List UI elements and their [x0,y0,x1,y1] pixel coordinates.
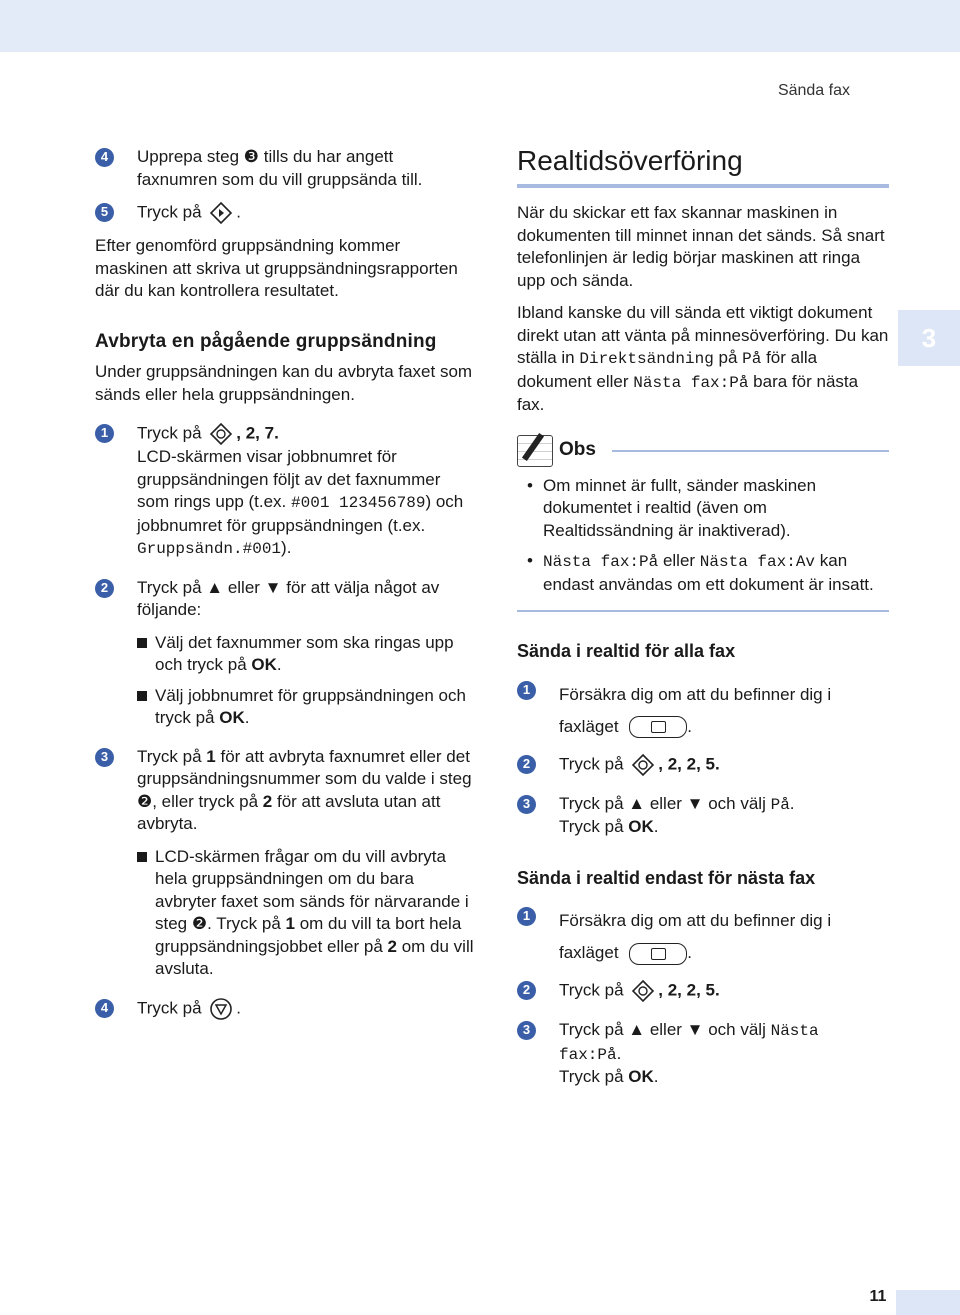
step-label: Försäkra dig om att du befinner dig i faxläget [559,911,832,962]
step-text-2: Tryck på [559,1067,629,1086]
setting-next-fax-on: Nästa fax:På [559,1022,819,1064]
step-end: . [653,1067,659,1086]
step-text [137,422,475,561]
start-key-icon [209,201,233,225]
step-1-next [517,905,889,969]
step-text [137,746,475,981]
step-text-1: Tryck på ▲ eller ▼ och välj [559,793,771,813]
step-instruction: Tryck på ▲ eller ▼ för att välja något av följande: [137,577,440,619]
step-end: . [653,817,659,836]
square-bullet-icon [137,852,147,862]
step-label: Tryck på [137,202,202,222]
para-text: för alla dokument eller [517,348,818,391]
ok-key-label: OK [628,817,654,836]
step-text-1: Tryck på ▲ eller ▼ och välj [559,1020,771,1039]
stop-key-icon [209,997,233,1021]
step-number: 2 [95,579,114,598]
step-end: . [687,716,693,736]
step-text [137,577,475,730]
running-head: Sända fax [777,82,850,99]
key-sequence: , 2, 2, 5. [658,980,720,1000]
lcd-text-1: LCD-skärmen visar jobbnumret för gruppsändningen följt av det faxnummer som rings upp (t.ex. [137,447,441,511]
fax-mode-key-icon [629,716,687,738]
step-text [559,753,889,777]
step-number: 4 [95,999,114,1018]
lcd-example-number: #001 123456789 [291,494,426,512]
step-text [137,201,475,225]
step-text-2: Tryck på [559,817,629,836]
step-label: Försäkra dig om att du befinner dig i faxläget [559,684,832,736]
setting-on: På [742,350,762,368]
step-end: . [236,997,242,1017]
note-text: Om minnet är fullt, sänder maskinen dokumentet i realtid (även om Realtidssändning är inaktiverad). [543,475,817,540]
bullet-dot-icon: • [527,551,533,570]
lcd-question-bullet [137,846,475,981]
setting-direct-send: Direktsändning [579,350,714,368]
step-number: 3 [95,748,114,767]
step-number: 1 [517,907,536,926]
note-rule-bottom [517,610,889,612]
option-bullet [137,685,475,730]
step-text-1: Tryck på [137,746,207,766]
step-text [559,793,889,839]
step-number: 1 [95,424,114,443]
bullet-text: Välj jobbnumret för gruppsändningen och tryck på [155,685,466,727]
step-3-cancel [95,746,475,981]
lcd-text-2: ) och jobbnumret för gruppsändningen (t.ex. [137,492,464,535]
para-text: på [713,348,743,367]
cancel-heading: Avbryta en pågående gruppsändning [95,330,437,352]
bullet-end: om du vill avsluta. [155,936,474,978]
step-text [559,979,889,1003]
step-end: . [616,1043,622,1063]
note-text: eller [658,551,700,570]
option-bullet [137,632,475,677]
menu-key-icon [209,422,233,446]
ok-key-label: OK [219,708,245,727]
step-number: 3 [517,1021,536,1040]
subheading-next-fax: Sända i realtid endast för nästa fax [517,867,816,888]
step-number: 2 [517,755,536,774]
lcd-example-job: Gruppsändn.#001 [137,540,282,558]
key-1-label: 1 [206,746,216,766]
step-2-cancel [95,577,475,730]
step-text [137,997,475,1021]
para-text: Ibland kanske du vill sända ett viktigt dokument direkt utan att vänta på minnesöverföring. Du kan ställa in [517,303,889,367]
subheading-all-fax: Sända i realtid för alla fax [517,641,736,661]
step-number: 4 [95,148,114,167]
bullet-text: LCD-skärmen frågar om du vill avbryta hela gruppsändningen om du bara avbryter faxet som sänds för närvarande i steg ❷. Tryck på [155,846,469,933]
setting-on: På [770,795,790,814]
step-end: . [789,793,795,813]
menu-key-icon [631,979,655,1003]
left-column [95,146,475,1021]
note-pencil-icon [517,435,553,467]
note-title: Obs [559,439,596,461]
step-5-start [95,201,475,225]
step-text [559,1019,889,1089]
step-1-cancel [95,422,475,561]
step-end: . [687,943,693,962]
step-number: 2 [517,981,536,1000]
page-number: 11 [869,1288,887,1305]
bullet-dot-icon: • [527,475,533,495]
top-band [0,0,960,52]
fax-mode-key-icon [629,943,687,965]
step-label: Tryck på [137,997,202,1017]
note-box [517,435,889,613]
step-2-all [517,753,889,777]
key-1-label: 1 [285,914,295,933]
setting-next-fax-off: Nästa fax:Av [699,553,816,571]
page-band [896,1290,960,1315]
setting-next-fax-on: Nästa fax:På [633,373,749,392]
key-sequence: , 2, 2, 5. [658,753,720,773]
step-4-stop [95,997,475,1021]
key-2-label: 2 [387,936,397,956]
step-text: Upprepa steg ❸ tills du har angett faxnumren som du vill gruppsända till. [137,147,423,189]
note-item [517,550,889,596]
note-text: kan endast användas om ett dokument är insatt. [543,551,874,594]
step-number: 5 [95,203,114,222]
step-text-3: för att avsluta utan att avbryta. [137,791,441,833]
bullet-mid: om du vill ta bort hela gruppsändningsjobbet eller på [155,914,462,956]
step-text [559,679,889,743]
note-rule [612,450,889,452]
step-1-all [517,679,889,743]
square-bullet-icon [137,638,147,648]
para-text: bara för nästa fax. [517,371,859,414]
step-3-all [517,793,889,839]
step-3-next [517,1019,889,1089]
note-items [517,475,889,597]
ok-key-label: OK [628,1067,654,1086]
step-label: Tryck på [559,980,624,1000]
menu-key-icon [631,753,655,777]
step-number: 3 [517,795,536,814]
setting-next-fax-on: Nästa fax:På [543,553,659,571]
cancel-paragraph: Under gruppsändningen kan du avbryta faxet som sänds eller hela gruppsändningen. [95,362,473,404]
bullet-text: Välj det faxnummer som ska ringas upp och tryck på [155,632,454,674]
step-end: . [236,202,242,222]
bullet-end: . [244,708,250,727]
note-item [517,475,889,543]
step-4-repeat [95,146,475,191]
lcd-text-3: ). [281,538,292,557]
step-label: Tryck på [137,423,202,443]
option-paragraph [517,302,889,417]
key-2-label: 2 [262,791,273,811]
step-text [559,905,889,969]
right-column [517,146,889,1089]
step-number: 1 [517,681,536,700]
square-bullet-icon [137,691,147,701]
result-paragraph: Efter genomförd gruppsändning kommer maskinen att skriva ut gruppsändningsrapporten där du kan kontrollera resultatet. [95,236,458,300]
bullet-end: . [276,655,282,674]
intro-paragraph: När du skickar ett fax skannar maskinen in dokumenten till minnet innan det sänds. Så snart telefonlinjen är ledig börjar maskinen att ringa upp och sända. [517,203,885,290]
step-2-next [517,979,889,1003]
note-header [517,435,889,467]
ok-key-label: OK [251,655,277,674]
step-label: Tryck på [559,753,624,773]
step-text-2: för att avbryta faxnumret eller det gruppsändningsnummer som du valde i steg ❷, eller tryck på [137,746,472,811]
chapter-tab: 3 [898,310,960,366]
section-heading: Realtidsöverföring [517,146,889,188]
key-sequence: , 2, 7. [236,423,279,443]
